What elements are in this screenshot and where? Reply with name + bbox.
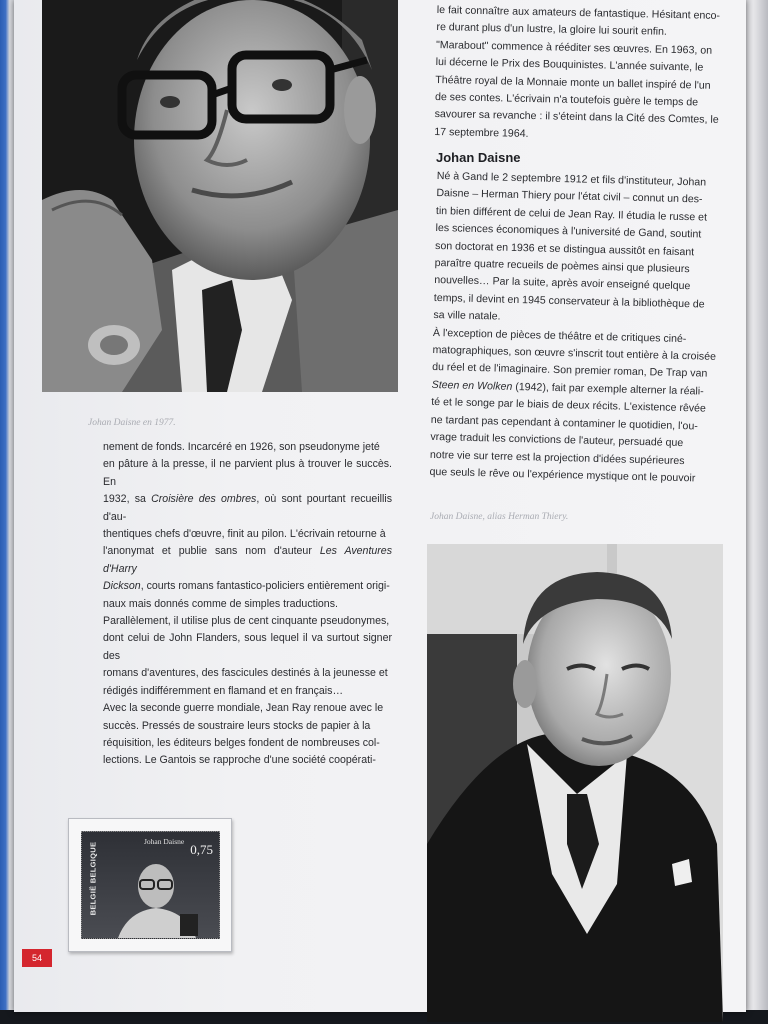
text-line: Parallèlement, il utilise plus de cent cinquante pseudonymes, bbox=[103, 615, 390, 628]
text-line bbox=[103, 543, 392, 578]
text-line: nement de fonds. Incarcéré en 1926, son pseudonyme jeté bbox=[103, 441, 380, 453]
text-line: ne tardant pas cependant à contaminer le quotidien, l'ou- bbox=[430, 413, 698, 433]
text-line: dont celui de John Flanders, sous lequel il va surtout signer des bbox=[103, 632, 392, 662]
text-line: naux mais donnés comme de simples traductions. bbox=[103, 597, 338, 610]
text-line: savourer sa revanche : il s'éteint dans la Cité des Comtes, le bbox=[434, 108, 719, 127]
text-line: son doctorat en 1936 et se distingua aussitôt en faisant bbox=[434, 239, 695, 258]
text-line: de ses contes. L'écrivain n'a toutefois guère le temps de bbox=[434, 91, 699, 109]
photo-johan-daisne-1977 bbox=[42, 0, 398, 392]
text-line: notre vie sur terre est la projection d'idées supérieures bbox=[429, 448, 685, 467]
text-line: lui décerne le Prix des Bouquinistes. L'année suivante, le bbox=[435, 56, 704, 74]
text-line bbox=[103, 578, 392, 595]
text-line: Daisne – Herman Thiery pour l'état civil – connut un des- bbox=[436, 187, 703, 206]
text-line: té et le songe par le biais de deux récits. L'existence rêvée bbox=[431, 396, 707, 415]
text-line: le fait connaître aux amateurs de fantastique. Hésitant enco- bbox=[436, 3, 721, 22]
stamp-portrait bbox=[108, 856, 206, 938]
text-line: sa ville natale. bbox=[433, 309, 501, 323]
stamp-country: BELGIË BELGIQUE bbox=[88, 841, 98, 916]
photo1-caption: Johan Daisne en 1977. bbox=[88, 418, 176, 428]
left-column-text bbox=[103, 439, 392, 770]
text-line: Avec la seconde guerre mondiale, Jean Ray renoue avec le bbox=[103, 702, 384, 715]
text-span: , où sont pourtant recueillis d'au- bbox=[103, 493, 393, 523]
text-line: les sciences économiques à l'université de Gand, soutint bbox=[435, 222, 702, 241]
photo2-caption: Johan Daisne, alias Herman Thiery. bbox=[430, 512, 569, 522]
text-line: À l'exception de pièces de théâtre et de critiques ciné- bbox=[432, 326, 687, 345]
text-line: thentiques chefs d'œuvre, finit au pilon. L'écrivain retourne à bbox=[103, 528, 386, 541]
right-column-main-text bbox=[429, 168, 741, 489]
text-line: succès. Pressés de soustraire leurs stocks de papier à la bbox=[103, 719, 371, 732]
text-line: que seuls le rêve ou l'expérience mystique ont le pouvoir bbox=[429, 465, 696, 485]
text-span: , courts romans fantastico-policiers entièrement origi- bbox=[140, 580, 390, 593]
text-line: lections. Le Gantois se rapproche d'une société coopérati- bbox=[103, 754, 376, 767]
book-title: Dickson bbox=[103, 580, 141, 593]
photo-herman-thiery bbox=[427, 544, 723, 1022]
stamp-value: 0,75 bbox=[190, 842, 213, 857]
text-line: du réel et de l'imaginaire. Son premier roman, De Trap van bbox=[431, 361, 708, 381]
section-heading: Johan Daisne bbox=[436, 150, 521, 165]
text-line: vrage traduit les convictions de l'auteur, persuadé que bbox=[430, 431, 684, 450]
stamp-name: Johan Daisne bbox=[144, 837, 185, 846]
text-line bbox=[103, 491, 392, 526]
text-line: en pâture à la presse, il ne parvient plus à trouver le succès. En bbox=[103, 458, 392, 488]
right-column-top-text bbox=[434, 2, 747, 148]
book-title: Les Aventures d'Harry bbox=[103, 545, 393, 575]
text-line: temps, il devint en 1945 conservateur à la bibliothèque de bbox=[433, 291, 705, 311]
text-line: matographiques, son œuvre s'inscrit tout entière à la croisée bbox=[432, 344, 717, 363]
text-line: paraître quatre recueils de poèmes ainsi que plusieurs bbox=[434, 257, 690, 276]
text-line: Né à Gand le 2 septembre 1912 et fils d'instituteur, Johan bbox=[436, 169, 707, 189]
text-span: 1932, sa bbox=[103, 493, 152, 506]
text-line: nouvelles… Par la suite, après avoir enseigné quelque bbox=[434, 274, 691, 293]
text-line: Théâtre royal de la Monnaie monte un ballet inspiré de l'un bbox=[435, 73, 711, 92]
text-span: (1942), fait par exemple alterner la réali- bbox=[512, 380, 704, 398]
book-title: Steen en Wolken bbox=[431, 378, 513, 393]
text-line: 17 septembre 1964. bbox=[434, 125, 529, 140]
text-line: réquisition, les éditeurs belges fondent de nombreuses col- bbox=[103, 736, 380, 749]
postage-stamp bbox=[68, 818, 232, 952]
text-line: rédigés indifféremment en flamand et en français… bbox=[103, 684, 344, 697]
book-title: Croisière des ombres bbox=[151, 493, 257, 506]
stamp-image bbox=[81, 831, 220, 939]
text-line: "Marabout" commence à rééditer ses œuvres. En 1963, on bbox=[435, 38, 713, 57]
page-number: 54 bbox=[22, 949, 52, 967]
text-line: re durant plus d'un lustre, la gloire lui sourit enfin. bbox=[436, 21, 668, 39]
text-line: romans d'aventures, des fascicules destinés à la jeunesse et bbox=[103, 667, 388, 680]
text-line: tin bien différent de celui de Jean Ray. Il étudia le russe et bbox=[435, 204, 708, 224]
book-right-edge bbox=[744, 0, 768, 1024]
text-span: l'anonymat et publie sans nom d'auteur bbox=[103, 545, 320, 558]
